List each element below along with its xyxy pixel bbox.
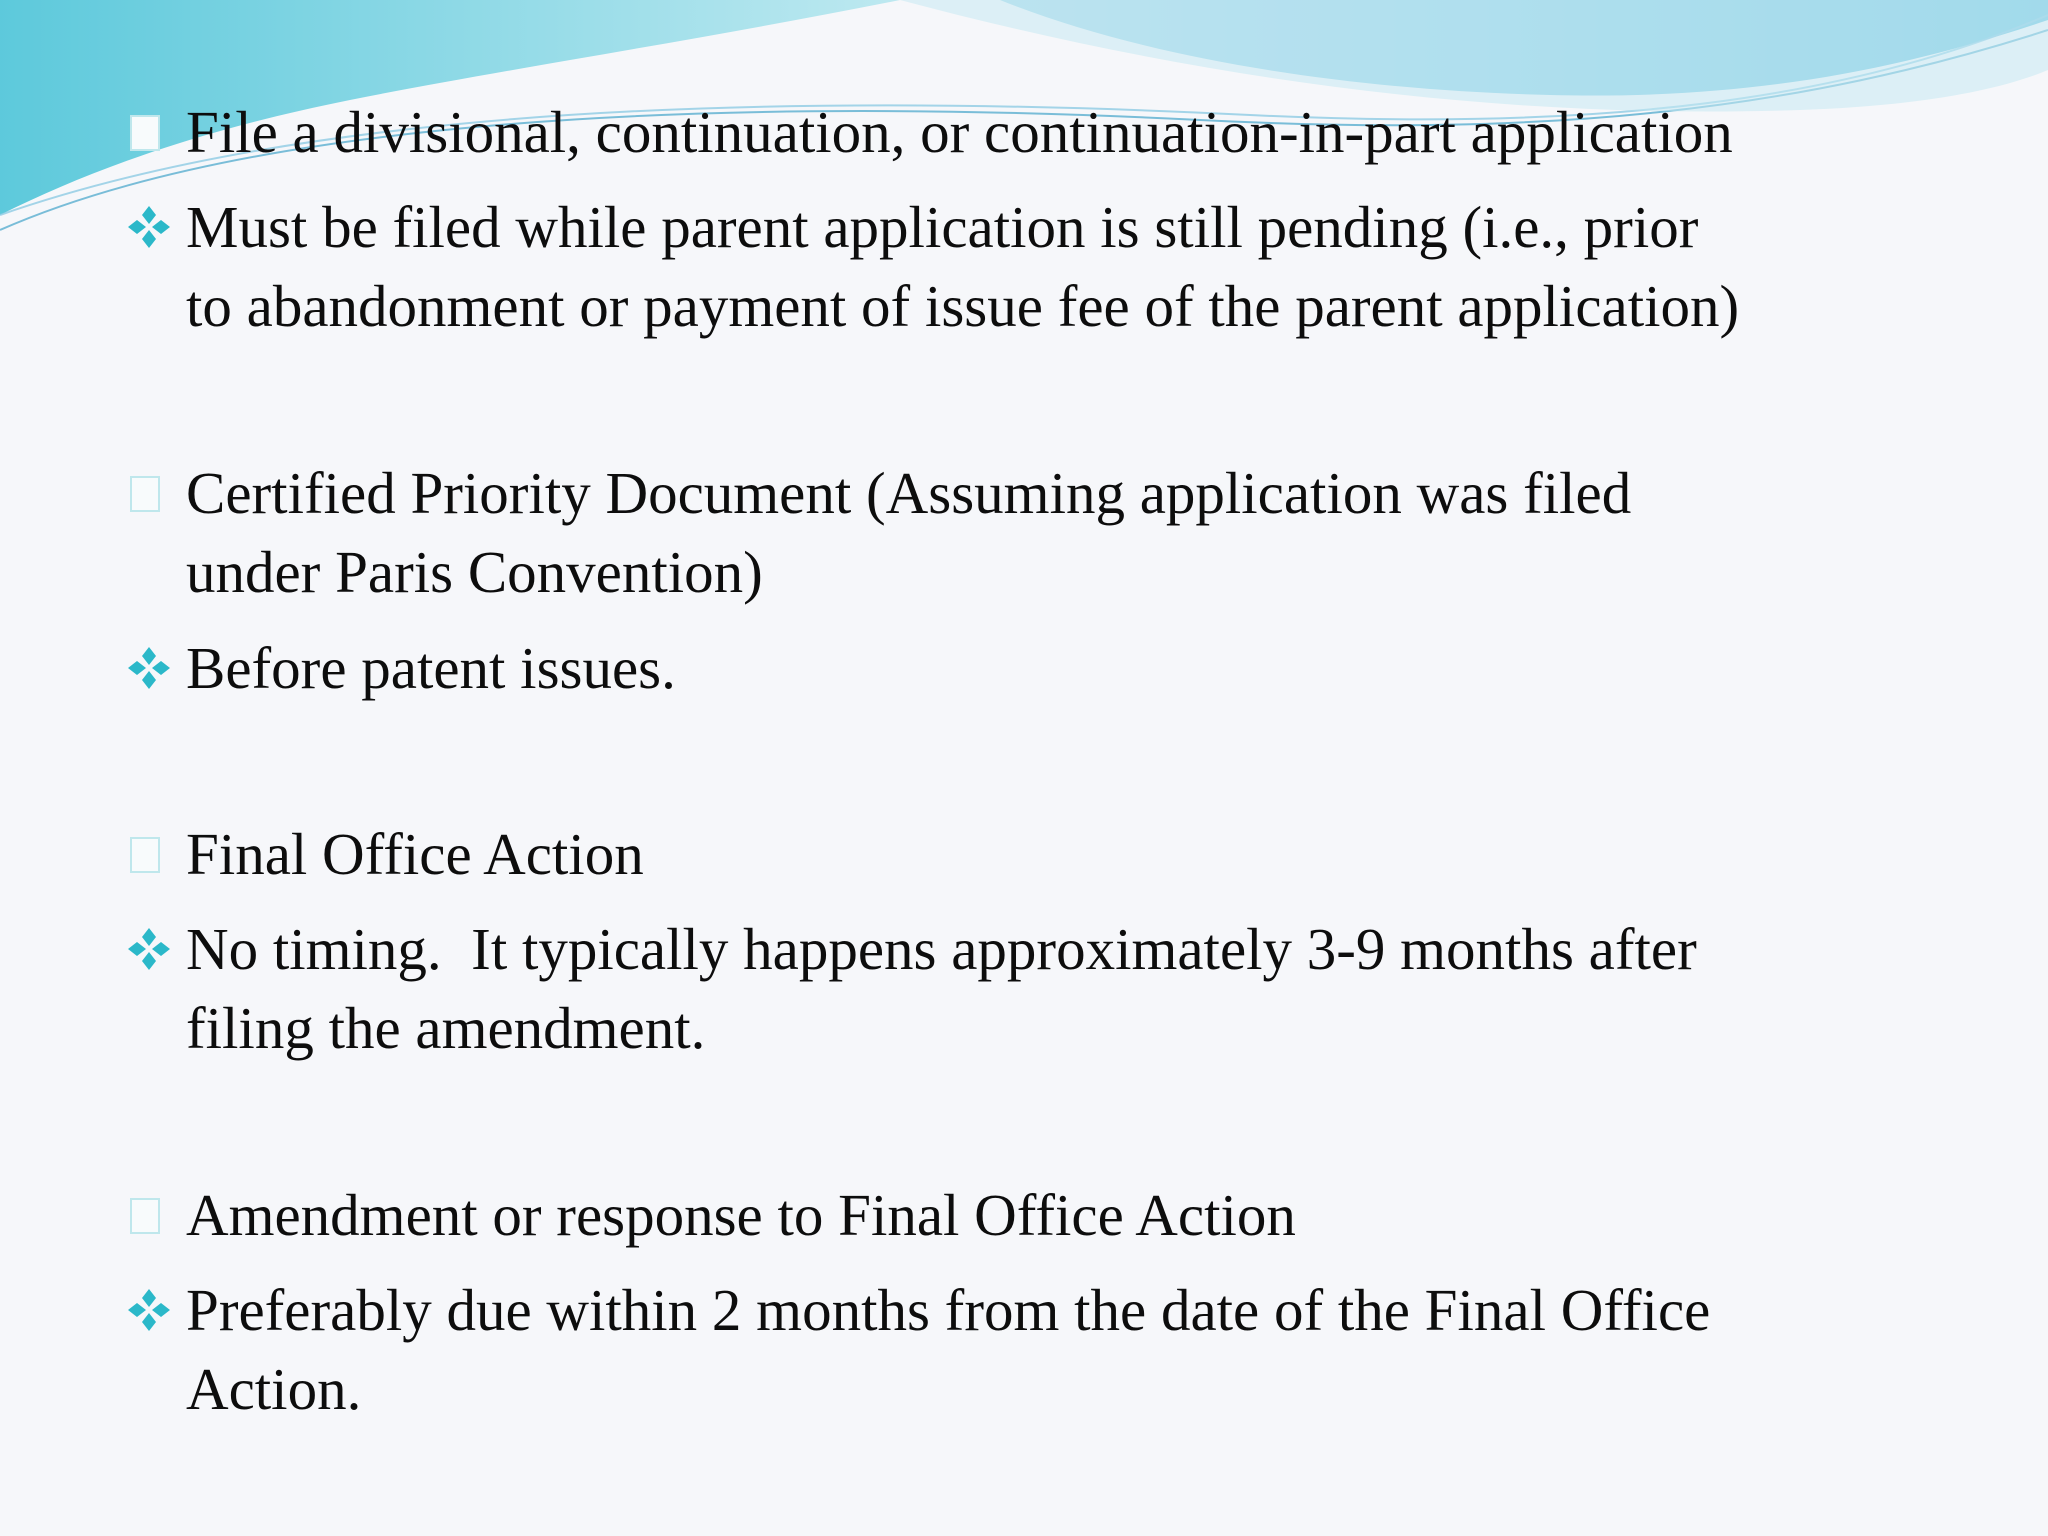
bullet-heading: Final Office Action xyxy=(186,821,644,887)
bullet-detail: No timing. It typically happens approximately 3-9 months after filing the amendment. xyxy=(186,916,1697,1061)
four-diamond-bullet-icon xyxy=(126,926,172,972)
empty-square-icon xyxy=(130,1198,160,1234)
bullet-detail: Before patent issues. xyxy=(186,635,676,701)
bullet-heading: Amendment or response to Final Office Action xyxy=(186,1182,1296,1248)
empty-square-icon xyxy=(130,837,160,873)
four-diamond-bullet-icon xyxy=(126,645,172,691)
bullet-heading: File a divisional, continuation, or continuation-in-part application xyxy=(186,99,1733,165)
bullet-detail: Preferably due within 2 months from the date of the Final Office Action. xyxy=(186,1277,1711,1422)
empty-square-icon xyxy=(130,476,160,512)
empty-square-icon xyxy=(130,115,160,151)
bullet-detail: Must be filed while parent application is still pending (i.e., prior to abandonment or payment of issue fee of the parent application) xyxy=(186,194,1740,339)
four-diamond-bullet-icon xyxy=(126,204,172,250)
bullet-heading: Certified Priority Document (Assuming application was filed under Paris Convention) xyxy=(186,460,1632,605)
four-diamond-bullet-icon xyxy=(126,1287,172,1333)
